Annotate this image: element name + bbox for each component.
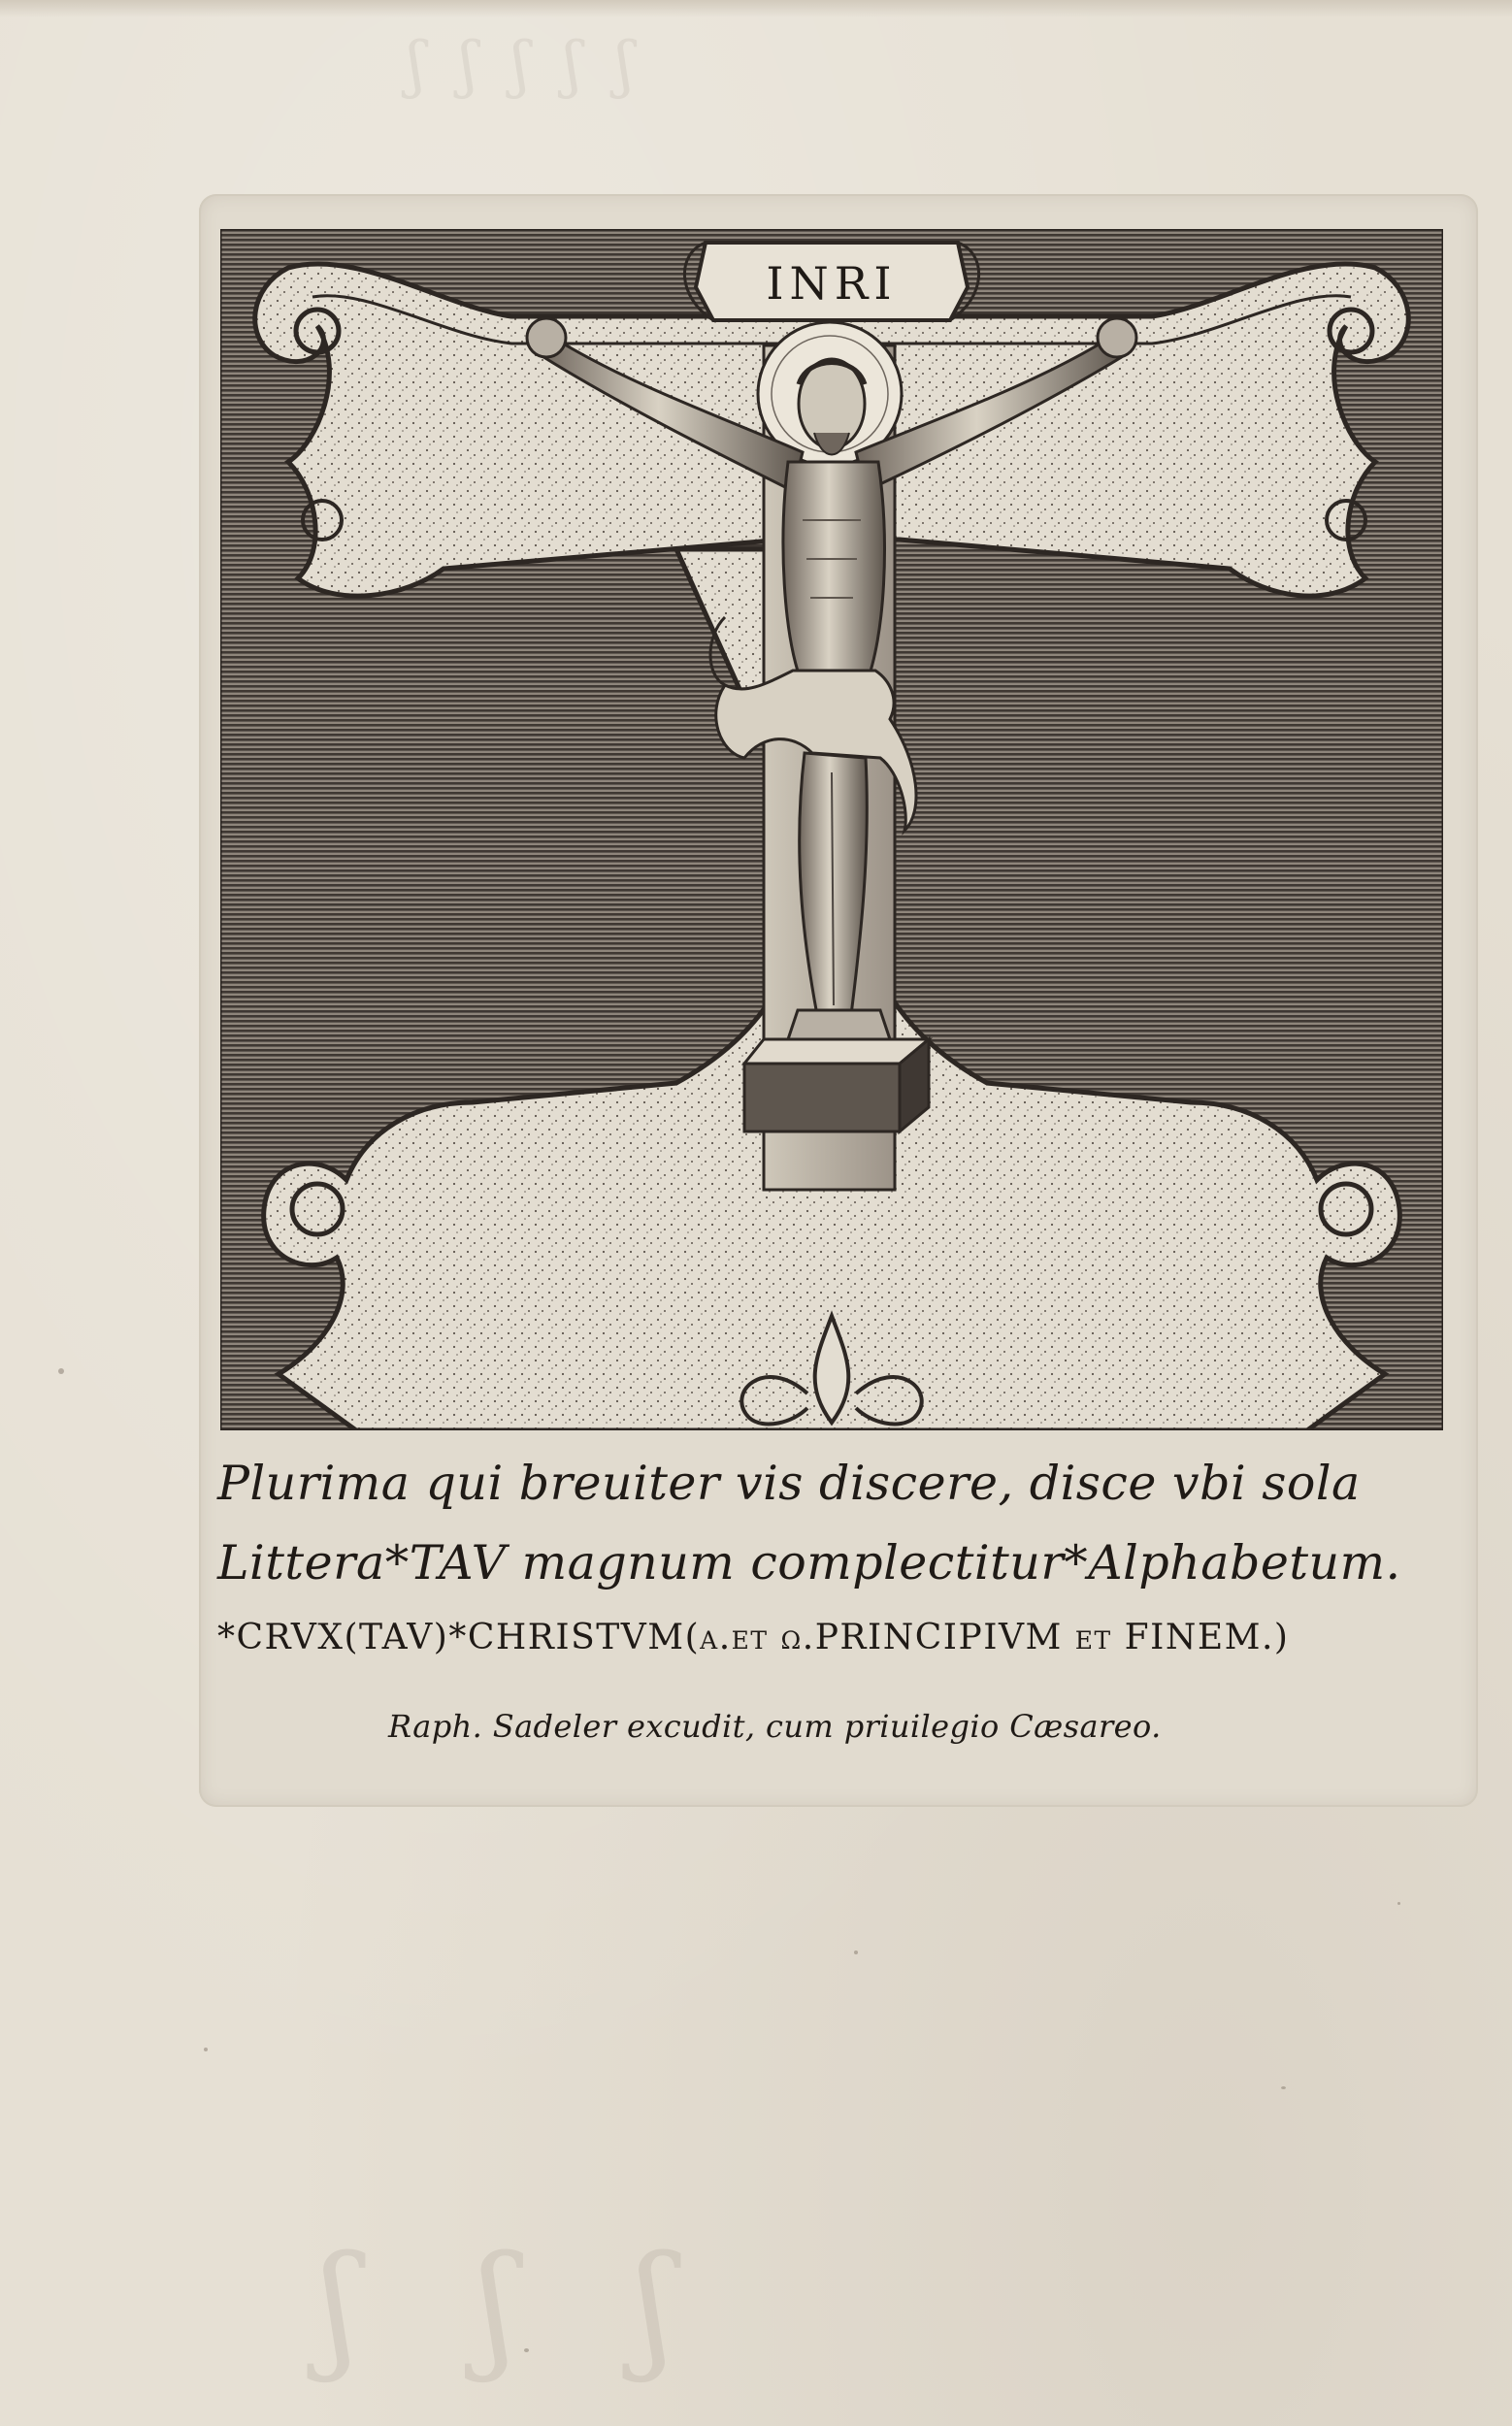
paper-fleck	[58, 1368, 64, 1374]
caption-line-1: Plurima qui breuiter vis discere, disce vbi sola	[217, 1456, 1361, 1511]
sheet-edge	[0, 0, 1512, 17]
paper-fleck	[204, 2048, 208, 2051]
caption-line-2: Littera*TAV magnum complectitur*Alphabetum.	[217, 1535, 1401, 1590]
show-through-text-bottom: ʃ ʃ ʃ	[320, 2227, 712, 2385]
caption-line-3: *CRVX(TAV)*CHRISTVM(α.et ω.PRINCIPIVM et FINEM.)	[217, 1618, 1290, 1657]
paper-fleck	[1397, 1902, 1400, 1905]
show-through-text-top: ʃ ʃ ʃ ʃ ʃ	[408, 29, 641, 101]
publisher-line: Raph. Sadeler excudit, cum priuilegio Cæsareo.	[388, 1708, 1162, 1745]
engraved-image	[220, 229, 1443, 1430]
paper-fleck	[854, 1951, 858, 1954]
inri-label: INRI	[766, 257, 898, 310]
inri-banner	[684, 243, 978, 320]
foot-block	[744, 1039, 929, 1131]
paper-fleck	[1281, 2086, 1286, 2089]
